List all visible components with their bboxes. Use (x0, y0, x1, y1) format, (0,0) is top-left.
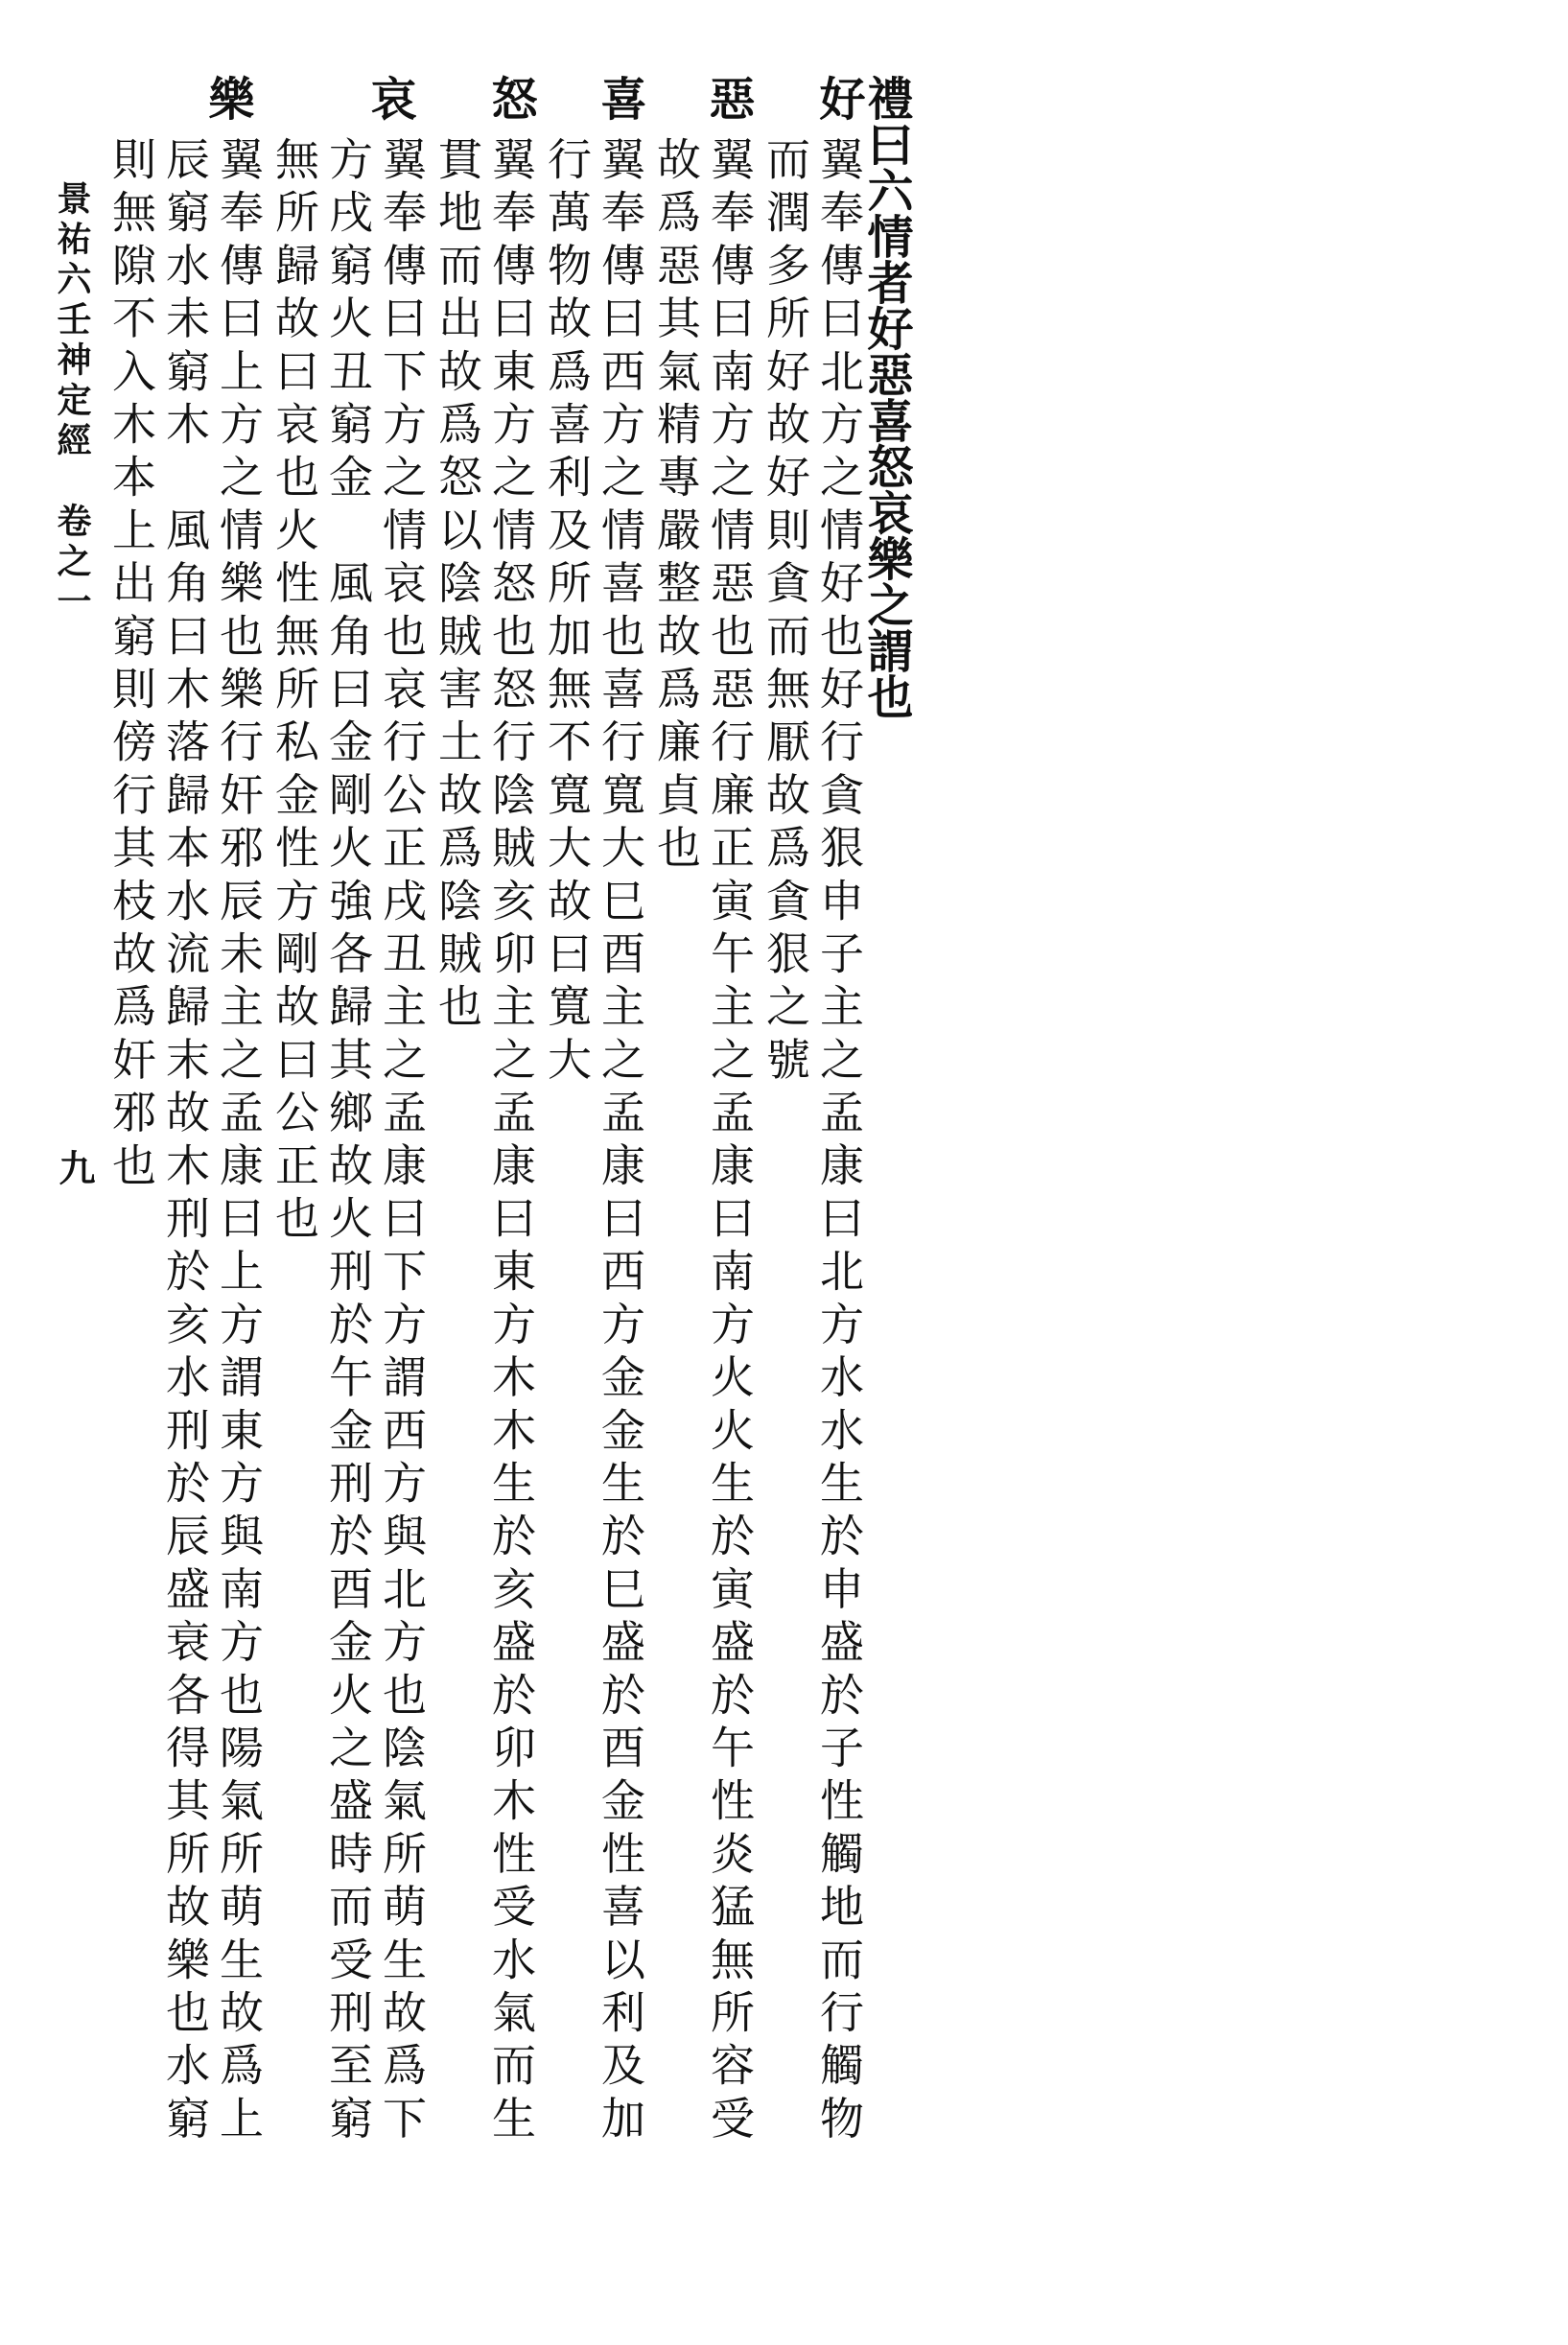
section-term-le: 樂 (200, 75, 254, 121)
text-line: 貫地而出故爲怒以陰賊害土故爲陰賊也 (432, 136, 483, 1037)
text-line: 無所歸故曰哀也火性無所私金性方剛故曰公正也 (269, 136, 320, 1249)
running-head: 景祐六壬神定經 卷之一 (52, 180, 92, 623)
text-line: 故爲惡其氣精專嚴整故爲廉貞也 (650, 136, 702, 878)
section-term-xi: 喜 (593, 75, 646, 121)
text-line: 翼奉傳曰北方之情好也好行貪狠申子主之孟康曰北方水水生於申盛於子性觸地而行觸物 (813, 136, 865, 2148)
section-term-hao: 好 (811, 75, 865, 121)
section-term-nu: 怒 (483, 75, 537, 121)
text-line: 翼奉傳曰下方之情哀也哀行公正戌丑主之孟康曰下方謂西方與北方也陰氣所萌生故爲下 (376, 136, 428, 2148)
section-term-wu: 惡 (701, 75, 755, 121)
text-line: 翼奉傳曰西方之情喜也喜行寬大巳酉主之孟康曰西方金金生於巳盛於酉金性喜以利及加 (595, 136, 646, 2148)
page-number: 九 (53, 1149, 96, 1185)
text-line: 方戌窮火丑窮金 風角曰金剛火強各歸其鄉故火刑於午金刑於酉金火之盛時而受刑至窮 (322, 136, 374, 2148)
text-line: 行萬物故爲喜利及所加無不寬大故曰寬大 (541, 136, 593, 1090)
text-line: 辰窮水未窮木 風角曰木落歸本水流歸末故木刑於亥水刑於辰盛衰各得其所故樂也水窮 (159, 136, 211, 2148)
text-line: 則無隙不入木本上出窮則傍行其枝故爲奸邪也 (105, 136, 157, 1195)
text-line: 翼奉傳曰東方之情怒也怒行陰賊亥卯主之孟康曰東方木木生於亥盛於卯木性受水氣而生 (485, 136, 537, 2148)
text-line: 翼奉傳曰南方之情惡也惡行廉正寅午主之孟康曰南方火火生於寅盛於午性炎猛無所容受 (704, 136, 756, 2148)
text-line: 而潤多所好故好則貪而無厭故爲貪狠之號 (760, 136, 811, 1090)
text-line: 翼奉傳曰上方之情樂也樂行奸邪辰未主之孟康曰上方謂東方與南方也陽氣所萌生故爲上 (213, 136, 265, 2148)
chapter-heading: 禮曰六情者好惡喜怒哀樂之謂也 (859, 75, 913, 719)
section-term-ai: 哀 (363, 75, 416, 121)
